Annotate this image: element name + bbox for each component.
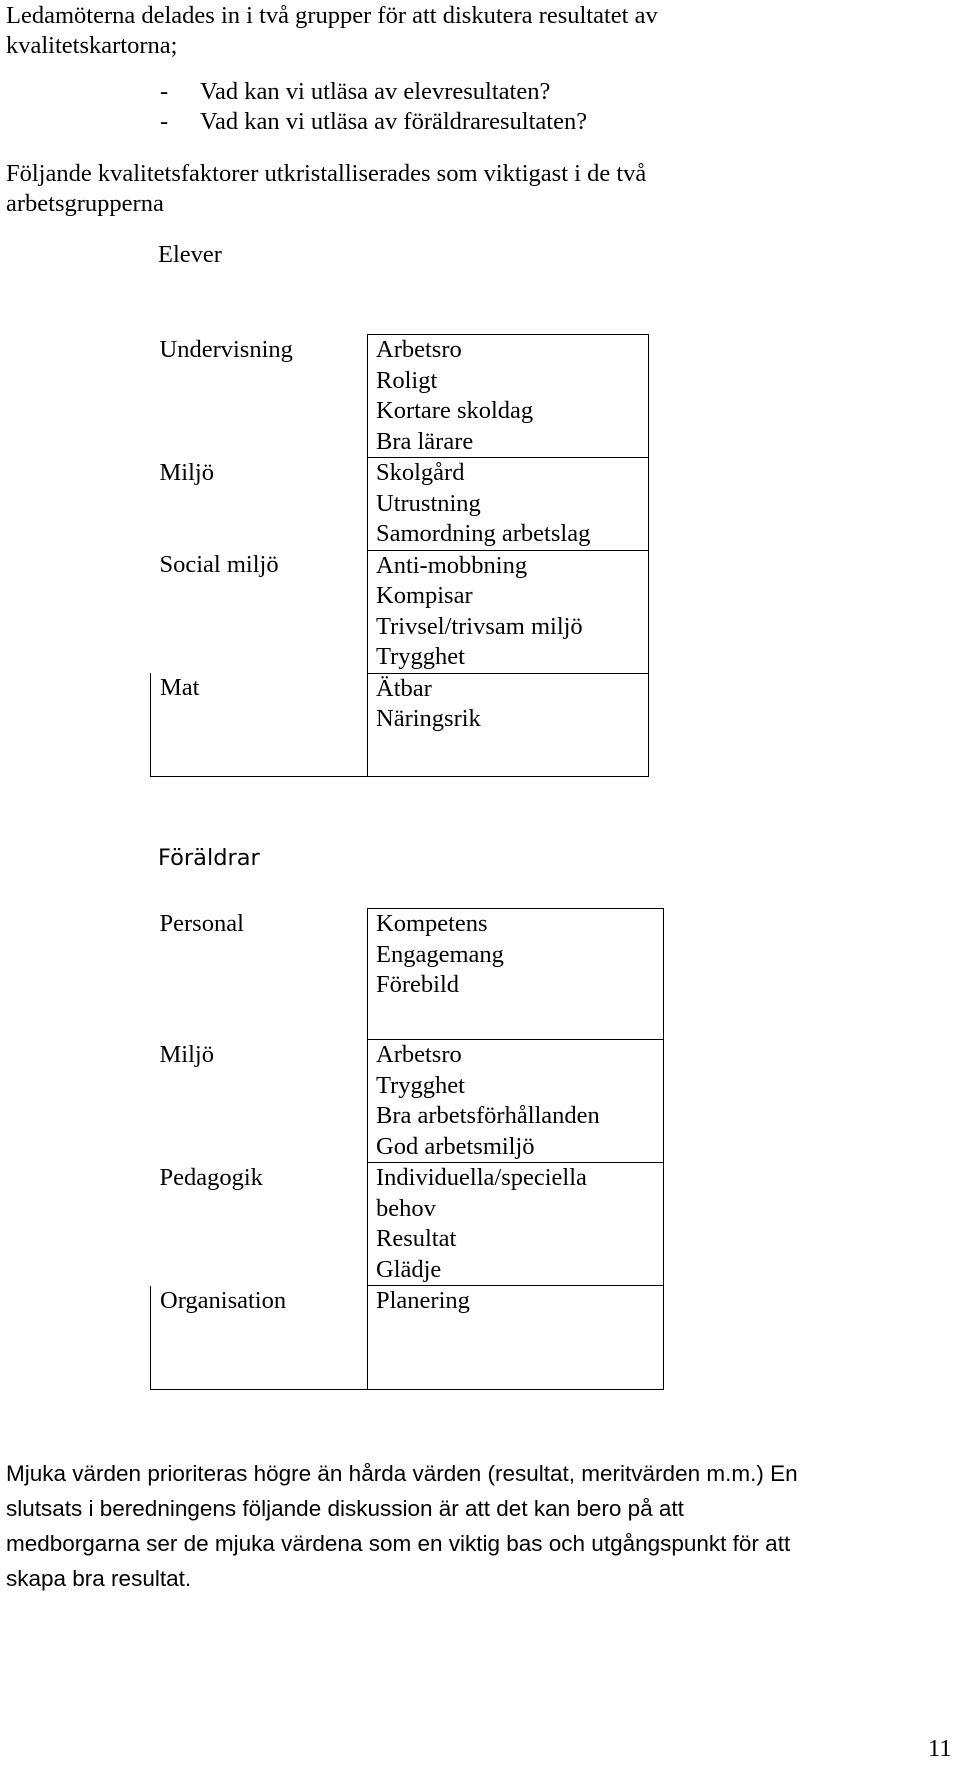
category-label: Personal xyxy=(159,909,244,937)
conclusion-line-3: medborgarna ser de mjuka värdena som en viktig bas och utgångspunkt för att xyxy=(6,1531,791,1556)
value-item: Bra lärare xyxy=(376,427,474,455)
category-label: Miljö xyxy=(159,458,214,486)
elever-heading: Elever xyxy=(158,241,222,268)
table-row xyxy=(151,458,649,551)
values-cell xyxy=(368,1163,664,1286)
value-item: Skolgård xyxy=(376,459,465,486)
values-cell xyxy=(368,550,649,673)
page-number: 11 xyxy=(928,1735,952,1762)
value-item: Planering xyxy=(376,1287,470,1314)
category-label: Undervisning xyxy=(159,335,293,363)
value-item: Engagemang xyxy=(376,940,504,968)
intro-line-2: kvalitetskartorna; xyxy=(6,32,178,59)
table-row xyxy=(151,673,649,777)
table-row xyxy=(151,1040,664,1163)
value-item: behov xyxy=(376,1194,436,1222)
question-item xyxy=(160,77,760,107)
conclusion-line-4: skapa bra resultat. xyxy=(6,1566,192,1591)
value-item: Anti-mobbning xyxy=(376,551,528,579)
value-item: Kompetens xyxy=(376,910,488,937)
intro-line-1: Ledamöterna delades in i två grupper för att diskutera resultatet av xyxy=(6,2,658,29)
foraldrar-table xyxy=(150,908,664,1390)
table-row xyxy=(151,1163,664,1286)
factors-intro-line-2: arbetsgrupperna xyxy=(6,190,164,217)
conclusion-line-2: slutsats i beredningens följande diskussion är att det kan bero på att xyxy=(6,1496,684,1521)
foraldrar-heading: Föräldrar xyxy=(158,845,260,871)
value-item: Resultat xyxy=(376,1225,457,1252)
question-text: Vad kan vi utläsa av föräldraresultaten? xyxy=(200,108,588,135)
value-item: God arbetsmiljö xyxy=(376,1132,535,1160)
values-cell xyxy=(368,335,649,458)
value-item: Kortare skoldag xyxy=(376,397,534,424)
values-cell xyxy=(368,458,649,551)
value-item: Bra arbetsförhållanden xyxy=(376,1102,600,1129)
values-cell xyxy=(368,1286,664,1390)
value-item: Förebild xyxy=(376,971,460,998)
value-item: Utrustning xyxy=(376,489,481,517)
conclusion-line-1: Mjuka värden prioriteras högre än hårda värden (resultat, meritvärden m.m.) En xyxy=(6,1461,798,1486)
value-item: Roligt xyxy=(376,366,438,394)
category-label: Mat xyxy=(160,674,200,701)
category-label: Social miljö xyxy=(159,551,279,578)
list-dash: - xyxy=(160,78,169,105)
category-label: Pedagogik xyxy=(159,1163,263,1191)
list-dash: - xyxy=(160,108,169,135)
elever-table xyxy=(150,334,649,777)
value-item: Arbetsro xyxy=(376,336,462,363)
table-row xyxy=(151,909,664,1040)
value-item: Trivsel/trivsam miljö xyxy=(376,612,583,640)
value-item: Arbetsro xyxy=(376,1041,462,1068)
value-item: Glädje xyxy=(376,1255,442,1283)
value-item: Näringsrik xyxy=(376,705,481,732)
value-item: Individuella/speciella xyxy=(376,1164,587,1191)
category-label: Organisation xyxy=(160,1286,287,1314)
table-row xyxy=(151,335,649,458)
value-item: Samordning arbetslag xyxy=(376,520,591,547)
value-item: Kompisar xyxy=(376,582,473,609)
question-item xyxy=(160,107,760,137)
table-row xyxy=(151,550,649,673)
category-label: Miljö xyxy=(159,1040,214,1068)
values-cell xyxy=(368,909,664,1040)
value-item: Ätbar xyxy=(376,674,432,702)
values-cell xyxy=(368,1040,664,1163)
value-item: Trygghet xyxy=(376,643,465,670)
factors-intro-line-1: Följande kvalitetsfaktorer utkristalliserades som viktigast i de två xyxy=(6,160,647,187)
question-text: Vad kan vi utläsa av elevresultaten? xyxy=(200,78,551,105)
table-row xyxy=(151,1286,664,1390)
values-cell xyxy=(368,673,649,777)
value-item: Trygghet xyxy=(376,1071,465,1099)
